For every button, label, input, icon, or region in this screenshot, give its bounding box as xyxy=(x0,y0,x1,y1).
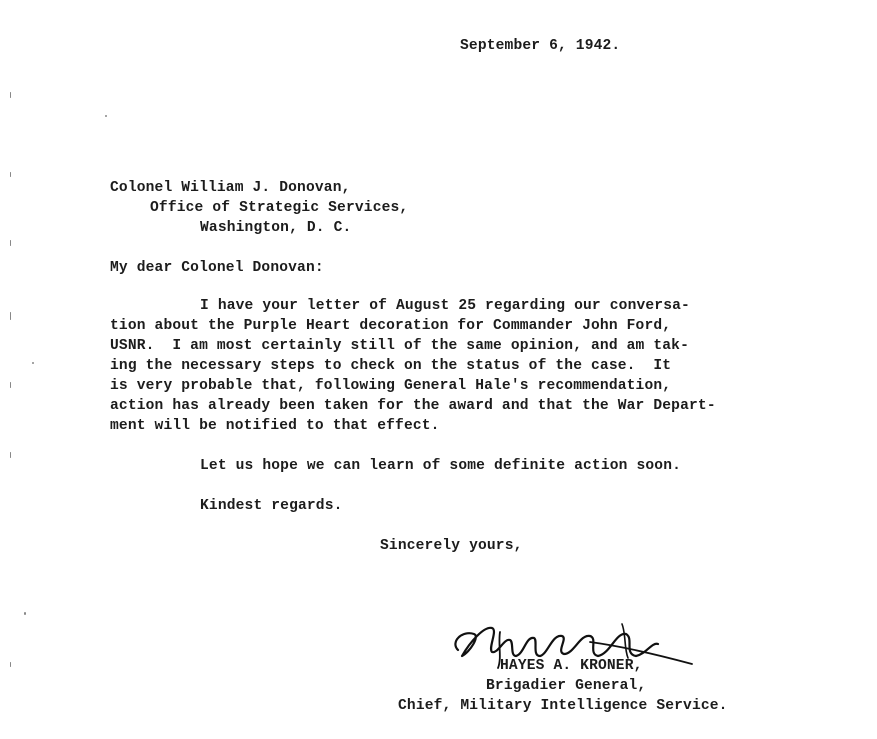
margin-speck xyxy=(105,115,107,117)
address-line-name: Colonel William J. Donovan, xyxy=(110,180,351,196)
closing: Sincerely yours, xyxy=(380,538,523,554)
margin-speck xyxy=(10,312,11,320)
body-line: ment will be notified to that effect. xyxy=(110,418,440,434)
body-paragraph-2: Let us hope we can learn of some definite action soon. xyxy=(200,458,682,474)
regards: Kindest regards. xyxy=(200,498,343,514)
margin-speck xyxy=(10,382,11,388)
body-line: ing the necessary steps to check on the status of the case. It xyxy=(110,358,672,374)
margin-speck xyxy=(10,172,11,177)
margin-speck xyxy=(10,240,11,246)
body-line: tion about the Purple Heart decoration for Commander John Ford, xyxy=(110,318,672,334)
signer-title: Chief, Military Intelligence Service. xyxy=(398,698,728,714)
margin-speck xyxy=(32,362,34,364)
margin-speck xyxy=(10,452,11,458)
address-line-city: Washington, D. C. xyxy=(200,220,352,236)
body-line: is very probable that, following General Hale's recommendation, xyxy=(110,378,672,394)
signer-rank: Brigadier General, xyxy=(486,678,647,694)
address-line-office: Office of Strategic Services, xyxy=(150,200,409,216)
body-line: action has already been taken for the award and that the War Depart- xyxy=(110,398,716,414)
signer-name: HAYES A. KRONER, xyxy=(500,658,643,674)
body-line: USNR. I am most certainly still of the same opinion, and am tak- xyxy=(110,338,689,354)
margin-speck xyxy=(24,612,26,615)
body-line: I have your letter of August 25 regarding our conversa- xyxy=(200,298,690,314)
margin-speck xyxy=(10,662,11,667)
margin-speck xyxy=(10,92,11,98)
salutation: My dear Colonel Donovan: xyxy=(110,260,324,276)
letter-date: September 6, 1942. xyxy=(460,38,621,54)
